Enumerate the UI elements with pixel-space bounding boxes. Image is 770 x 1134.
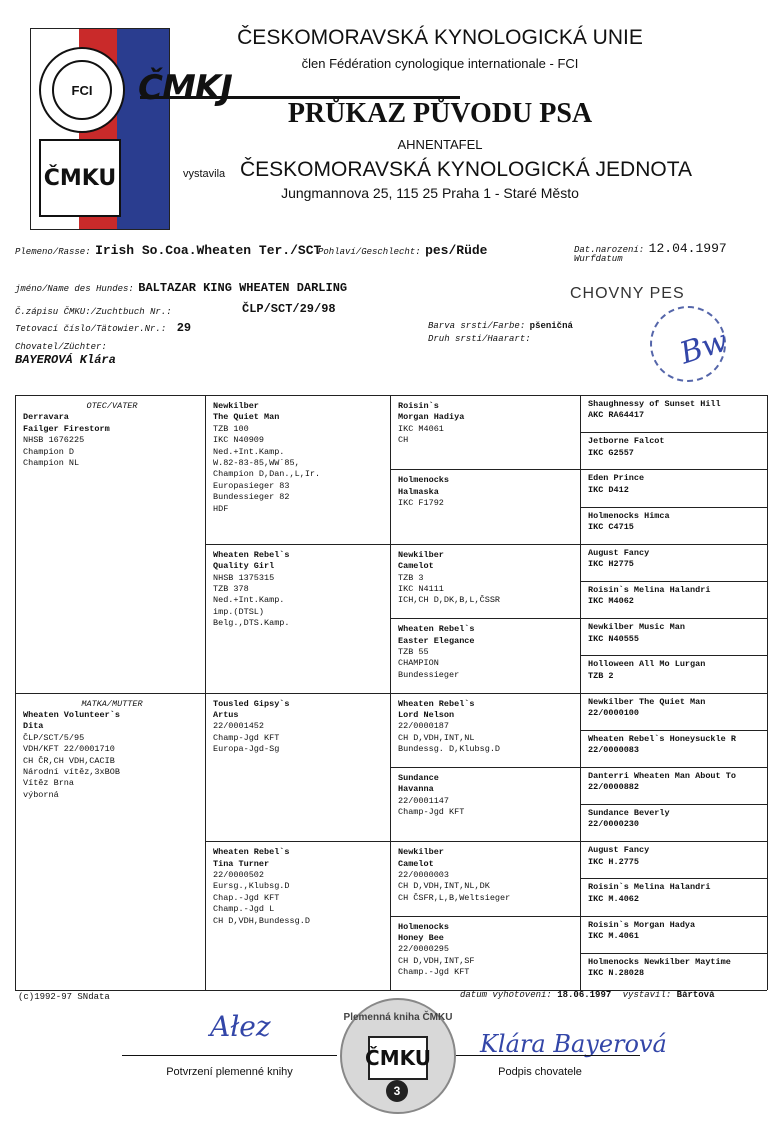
pedigree-line: Jetborne Falcot [588,436,665,447]
pedigree-line: Honey Bee [398,933,444,944]
pedigree-line: imp.(DTSL) [213,606,265,617]
pedigree-line: Eursg.,Klubsg.D [213,881,290,892]
pedigree-line: Holmenocks [398,921,450,932]
pedigree-line: Chap.-Jgd KFT [213,892,280,903]
org-subtitle: člen Fédération cynologique internationale - FCI [301,56,579,71]
pedigree-line: Národní vítěz,3xBOB [23,766,120,777]
great-great-grandparent-cell [588,473,763,496]
fci-logo [39,47,125,133]
pedigree-line: Roisin`s Morgan Hadya [588,919,696,930]
pedigree-line: 22/0000187 [398,721,450,732]
fci-logo-text: FCI [52,60,112,120]
pedigree-line: Sundance Beverly [588,808,670,819]
pedigree-line: Newkilber The Quiet Man [588,696,706,707]
pedigree-line: Dita [23,721,44,732]
pedigree-line: Wheaten Volunteer`s [23,709,120,720]
pedigree-line: Champ.-Jgd L [213,904,275,915]
pedigree-line: CH D,VDH,INT,NL,DK [398,881,490,892]
pedigree-line: TZB 3 [398,572,424,583]
breeder-label: Chovatel/Züchter: [15,342,107,352]
pedigree-line: CH D,VDH,INT,SF [398,955,475,966]
great-great-grandparent-cell [588,659,763,682]
hair-label: Druh srsti/Haarart: [428,334,531,344]
signature-mark: Bw [675,323,732,372]
great-great-grandparent-cell [588,808,763,831]
pedigree-line: IKC M4062 [588,596,634,607]
pedigree-line: 22/0001452 [213,721,265,732]
pedigree-line: Champ.-Jgd KFT [398,967,470,978]
breeding-stamp: CHOVNY PES [570,285,685,302]
issuer-name: ČESKOMORAVSKÁ KYNOLOGICKÁ JEDNOTA [240,158,692,181]
grandparent-cell [213,401,386,515]
pedigree-line: August Fancy [588,547,650,558]
pedigree-line: CH [398,435,409,446]
pedigree-line: Bundessieger 82 [213,492,290,503]
table-horizontal-rule [15,693,767,694]
pedigree-line: CHAMPION [398,658,439,669]
pedigree-line: Vítěz Brna [23,778,75,789]
pedigree-line: Champion D,Dan.,L,Ir. [213,469,321,480]
tattoo-label: Tetovací číslo/Tätowier.Nr.: [15,324,167,334]
hair-row [428,328,531,346]
great-great-grandparent-cell [588,734,763,757]
pedigree-line: Belg.,DTS.Kamp. [213,618,290,629]
pedigree-line: Europa-Jgd-Sg [213,744,280,755]
table-horizontal-rule [390,767,767,768]
table-horizontal-rule [205,841,767,842]
pedigree-line: Champion NL [23,458,80,469]
issued-by-value: Bártová [676,990,715,1000]
great-grandparent-cell [398,773,576,819]
pedigree-line: 22/0000083 [588,745,640,756]
pedigree-line: IKC M.4062 [588,893,640,904]
great-great-grandparent-cell [588,399,763,422]
table-horizontal-rule [580,581,767,582]
pedigree-line: IKC G2557 [588,447,634,458]
pedigree-line: Lord Nelson [398,709,455,720]
pedigree-line: 22/0000295 [398,944,450,955]
registry-signature: Ałez [210,1010,271,1043]
pedigree-line: 22/0001147 [398,795,450,806]
issue-date-label: datum vyhotovení: [460,990,552,1000]
great-grandparent-cell [398,624,576,681]
parent-header: MATKA/MUTTER [81,698,143,709]
pedigree-line: Camelot [398,561,434,572]
grandparent-cell [213,550,386,630]
pedigree-line: TZB 2 [588,670,614,681]
pedigree-table [15,395,767,990]
breeder-value: BAYEROVÁ Klára [15,353,116,367]
pedigree-line: Camelot [398,858,434,869]
signature-line-right [440,1055,640,1056]
studbook-value: ČLP/SCT/29/98 [242,302,336,316]
cmku-logo: ČMKU [39,139,121,217]
table-horizontal-rule [205,544,767,545]
pedigree-line: IKC D412 [588,484,629,495]
pedigree-line: Holmenocks [398,475,450,486]
tattoo-value: 29 [176,321,192,335]
pedigree-line: Europasieger 83 [213,480,290,491]
table-horizontal-rule [390,469,767,470]
parent-header: OTEC/VATER [86,401,138,411]
pedigree-line: NHSB 1676225 [23,435,85,446]
pedigree-line: Holloween All Mo Lurgan [588,659,706,670]
pedigree-line: Havanna [398,784,434,795]
pedigree-line: Newkilber [398,847,444,858]
pedigree-line: IKC H2775 [588,559,634,570]
pedigree-line: Holmenocks Newkilber Maytime [588,956,731,967]
dog-name-label: jméno/Name des Hundes: [15,284,134,294]
logo-block [30,28,170,230]
pedigree-line: Tousled Gipsy`s [213,698,290,709]
pedigree-line: Danterri Wheaten Man About To [588,770,736,781]
great-grandparent-cell [398,922,576,979]
pedigree-line: IKC N40909 [213,435,265,446]
dob-label-de: Wurfdatum [574,254,623,264]
table-horizontal-rule [390,916,767,917]
pedigree-line: W.82-83-85,WW`85, [213,458,300,469]
pedigree-line: Ned.+Int.Kamp. [213,595,285,606]
pedigree-line: 22/0000502 [213,870,265,881]
great-grandparent-cell [398,475,576,509]
issue-date-row [460,990,714,1000]
tattoo-row [15,318,191,336]
pedigree-line: TZB 100 [213,423,249,434]
pedigree-line: Newkilber Music Man [588,622,685,633]
pedigree-line: Roisin`s Melina Halandri [588,882,711,893]
table-vertical-rule [767,395,768,990]
color-value: pšeničná [529,321,573,331]
breeder-sign-label: Podpis chovatele [498,1066,582,1078]
table-horizontal-rule [580,507,767,508]
pedigree-line: CH ČR,CH VDH,CACIB [23,755,115,766]
table-horizontal-rule [580,878,767,879]
document-subtitle: AHNENTAFEL [397,137,483,152]
document-title: PRŮKAZ PŮVODU PSA [287,98,593,129]
table-horizontal-rule [580,432,767,433]
studbook-stamp-logo: ČMKU [368,1036,428,1080]
great-great-grandparent-cell [588,548,763,571]
great-great-grandparent-cell [588,511,763,534]
pedigree-line: výborná [23,789,59,800]
pedigree-line: Halmaska [398,486,439,497]
pedigree-line: NHSB 1375315 [213,572,275,583]
great-great-grandparent-cell [588,920,763,943]
pedigree-line: Champion D [23,446,75,457]
issued-by-label: vystavil: [622,990,672,1000]
copyright: (c)1992-97 SNdata [18,992,110,1002]
table-horizontal-rule [580,730,767,731]
studbook-stamp-text: Plemenná kniha ČMKU [343,1012,453,1023]
dob-value: 12.04.1997 [648,241,727,256]
great-great-grandparent-cell [588,436,763,459]
studbook-label: Č.zápisu ČMKU:/Zuchtbuch Nr.: [15,307,172,317]
great-grandparent-cell [398,401,576,447]
studbook-stamp [340,998,456,1114]
great-great-grandparent-cell [588,771,763,794]
pedigree-line: Morgan Hadiya [398,412,465,423]
studbook-stamp-number: 3 [386,1080,408,1102]
pedigree-line: Bundessg. D,Klubsg.D [398,744,501,755]
great-great-grandparent-cell [588,585,763,608]
pedigree-line: 22/0000003 [398,870,450,881]
table-horizontal-rule [390,618,767,619]
table-horizontal-rule [15,395,767,396]
father-cell [23,401,201,469]
pedigree-line: Easter Elegance [398,635,475,646]
great-great-grandparent-cell [588,845,763,868]
pedigree-line: Quality Girl [213,561,275,572]
mother-cell [23,699,201,802]
pedigree-line: IKC H.2775 [588,856,640,867]
pedigree-line: Artus [213,709,239,720]
breed-row [15,241,321,259]
great-grandparent-cell [398,847,576,904]
pedigree-line: Wheaten Rebel`s [213,549,290,560]
pedigree-line: IKC N4111 [398,583,444,594]
pedigree-line: Wheaten Rebel`s [213,847,290,858]
great-great-grandparent-cell [588,697,763,720]
signature-line-left [122,1055,337,1056]
pedigree-line: CH D,VDH,INT,NL [398,732,475,743]
cmkj-logo: ČMKJ [138,68,232,108]
pedigree-line: ČLP/SCT/5/95 [23,732,85,743]
pedigree-line: Roisin`s Melina Halandri [588,584,711,595]
great-great-grandparent-cell [588,622,763,645]
great-great-grandparent-cell [588,882,763,905]
pedigree-line: AKC RA64417 [588,410,645,421]
issue-date-value: 18.06.1997 [557,990,612,1000]
pedigree-line: Newkilber [398,549,444,560]
great-great-grandparent-cell [588,957,763,980]
grandparent-cell [213,847,386,927]
pedigree-line: 22/0000100 [588,707,640,718]
pedigree-line: HDF [213,503,229,514]
pedigree-line: Failger Firestorm [23,423,110,434]
pedigree-line: CH ČSFR,L,B,Weltsieger [398,892,511,903]
table-horizontal-rule [580,953,767,954]
pedigree-line: Shaughnessy of Sunset Hill [588,399,721,409]
sex-value: pes/Rüde [425,243,488,258]
pedigree-line: Bundessieger [398,669,460,680]
breed-value: Irish So.Coa.Wheaten Ter./SCT [95,243,322,258]
dob-label: Dat.narození: [574,245,645,255]
table-horizontal-rule [580,804,767,805]
pedigree-line: Wheaten Rebel`s Honeysuckle R [588,733,736,744]
pedigree-line: Wheaten Rebel`s [398,624,475,635]
pedigree-line: Wheaten Rebel`s [398,698,475,709]
table-horizontal-rule [580,655,767,656]
pedigree-line: IKC N40555 [588,633,640,644]
pedigree-line: IKC M.4061 [588,931,640,942]
pedigree-line: 22/0000230 [588,819,640,830]
pedigree-line: The Quiet Man [213,412,280,423]
pedigree-line: Roisin`s [398,401,439,411]
pedigree-line: Champ-Jgd KFT [398,807,465,818]
pedigree-line: CH D,VDH,Bundessg.D [213,915,310,926]
pedigree-line: IKC F1792 [398,498,444,509]
pedigree-line: Derravara [23,412,69,423]
dog-name-value: BALTAZAR KING WHEATEN DARLING [138,281,348,295]
pedigree-line: Newkilber [213,401,259,411]
issuer-address: Jungmannova 25, 115 25 Praha 1 - Staré Město [281,185,579,201]
pedigree-line: August Fancy [588,845,650,856]
pedigree-line: IKC C4715 [588,521,634,532]
pedigree-line: IKC M4061 [398,423,444,434]
pedigree-line: TZB 378 [213,583,249,594]
pedigree-line: TZB 55 [398,646,429,657]
pedigree-line: Tina Turner [213,858,270,869]
issuer-label: vystavila [183,168,226,180]
pedigree-line: VDH/KFT 22/0001710 [23,744,115,755]
pedigree-line: 22/0000882 [588,782,640,793]
pedigree-line: Sundance [398,772,439,783]
pedigree-line: Champ-Jgd KFT [213,732,280,743]
grandparent-cell [213,699,386,756]
pedigree-line: IKC N.28028 [588,968,645,979]
logo-blue-stripe [117,29,169,229]
great-grandparent-cell [398,699,576,756]
registry-confirm-label: Potvrzení plemenné knihy [166,1066,293,1078]
pedigree-line: Eden Prince [588,473,645,484]
org-title: ČESKOMORAVSKÁ KYNOLOGICKÁ UNIE [237,26,643,49]
great-grandparent-cell [398,550,576,607]
breeder-signature: Klára Bayerová [480,1030,667,1058]
pedigree-line: ICH,CH D,DK,B,L,ČSSR [398,595,501,606]
color-label: Barva srsti/Farbe: [428,321,526,331]
breed-label: Plemeno/Rasse: [15,247,91,257]
sex-label: Pohlaví/Geschlecht: [318,247,421,257]
pedigree-line: Holmenocks Himca [588,510,670,521]
dog-name-row [15,278,347,296]
sex-row [318,241,488,259]
pedigree-line: Ned.+Int.Kamp. [213,446,285,457]
